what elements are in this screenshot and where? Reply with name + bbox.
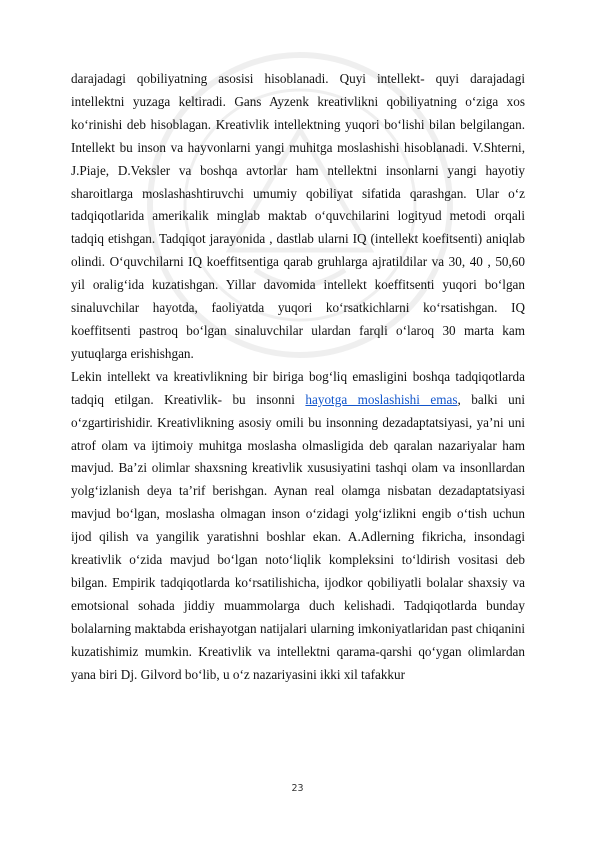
paragraph-2 (71, 366, 525, 687)
document-body (71, 68, 525, 686)
paragraph-1: darajadagi qobiliyatning asosisi hisoblanadi. Quyi intellekt- quyi darajadagi intellektni yuzaga keltiradi. Gans Ayzenk kreativlikni qobiliyatning o‘ziga xos ko‘rinishi deb hisoblagan. Kreativlik intellektning yuqori bo‘lishi bilan belgilangan. Intellekt bu inson va hayvonlarni yangi muhitga moslashishi hisoblanadi. V.Shterni, J.Piaje, D.Veksler va boshqa avtorlar ham ntellektni insonlarni yangi hayotiy sharoitlarga moslashashtiruvchi umumiy qobiliyat sifatida qarashgan. Ular o‘z tadqiqotlarida amerikalik minglab maktab o‘quvchilarini logityud metodi orqali tadqiq etishgan. Tadqiqot jarayonida , dastlab ularni IQ (intellekt koefitsenti) aniqlab olindi. O‘quvchilarni IQ koeffitsentiga qarab gruhlarga ajratildilar va 30, 40 , 50,60 yil oralig‘ida kuzatishgan. Yillar davomida intellekt koeffitsenti yuqori bo‘lgan sinaluvchilar hayotda, faoliyatda yuqori ko‘rsatkichlarni ko‘rsatishgan. IQ koeffitsenti pastroq bo‘lgan sinaluvchilar ulardan farqli o‘laroq 30 marta kam yutuqlarga erishishgan. (71, 71, 525, 361)
inline-link[interactable]: hayotga moslashishi emas (305, 391, 458, 407)
paragraph-2-start: Lekin intellekt va kreativlikning bir biriga bog‘liq emasligini boshqa tadqiqotlarda tadqiq etilgan. Kreativlik- bu insonni (71, 368, 525, 407)
page-number: 23 (291, 783, 304, 794)
paragraph-2-end: , balki uni o‘zgartirishidir. Kreativlikning asosiy omili bu insonning dezadaptatsiyasi, ya’ni uni atrof olam va ijtimoiy muhitga moslasha olmasligida deb qaralan nazariyalar ham mavjud. Ba’zi olimlar shaxsning kreativlik xususiyatini tashqi olam va insonllardan yolg‘izlanish deya ta’rif berishgan. Aynan real olamga nisbatan dezadaptatsiyasi mavjud bo‘lgan, moslasha olmagan inson o‘zidagi yolg‘izlikni engib o‘tish uchun ijod qilish va yangilik yaratishni boshlar ekan. A.Adlerning fikricha, insondagi kreativlik o‘zida mavjud bo‘lgan noto‘liqlik kompleksini to‘ldirish vositasi deb bilgan. Empirik tadqiqotlarda ko‘rsatilishicha, ijodkor qobiliyatli bolalar shaxsiy va emotsional sohada jiddiy muammolarga duch kelishadi. Tadqiqotlarda bunday bolalarning maktabda erishayotgan natijalari ularning imkoniyatlaridan past chiqanini kuzatishimiz mumkin. Kreativlik va intellektni qarama-qarshi qo‘ygan olimlardan yana biri Dj. Gilvord bo‘lib, u o‘z nazariyasini ikki xil tafakkur (71, 391, 525, 682)
